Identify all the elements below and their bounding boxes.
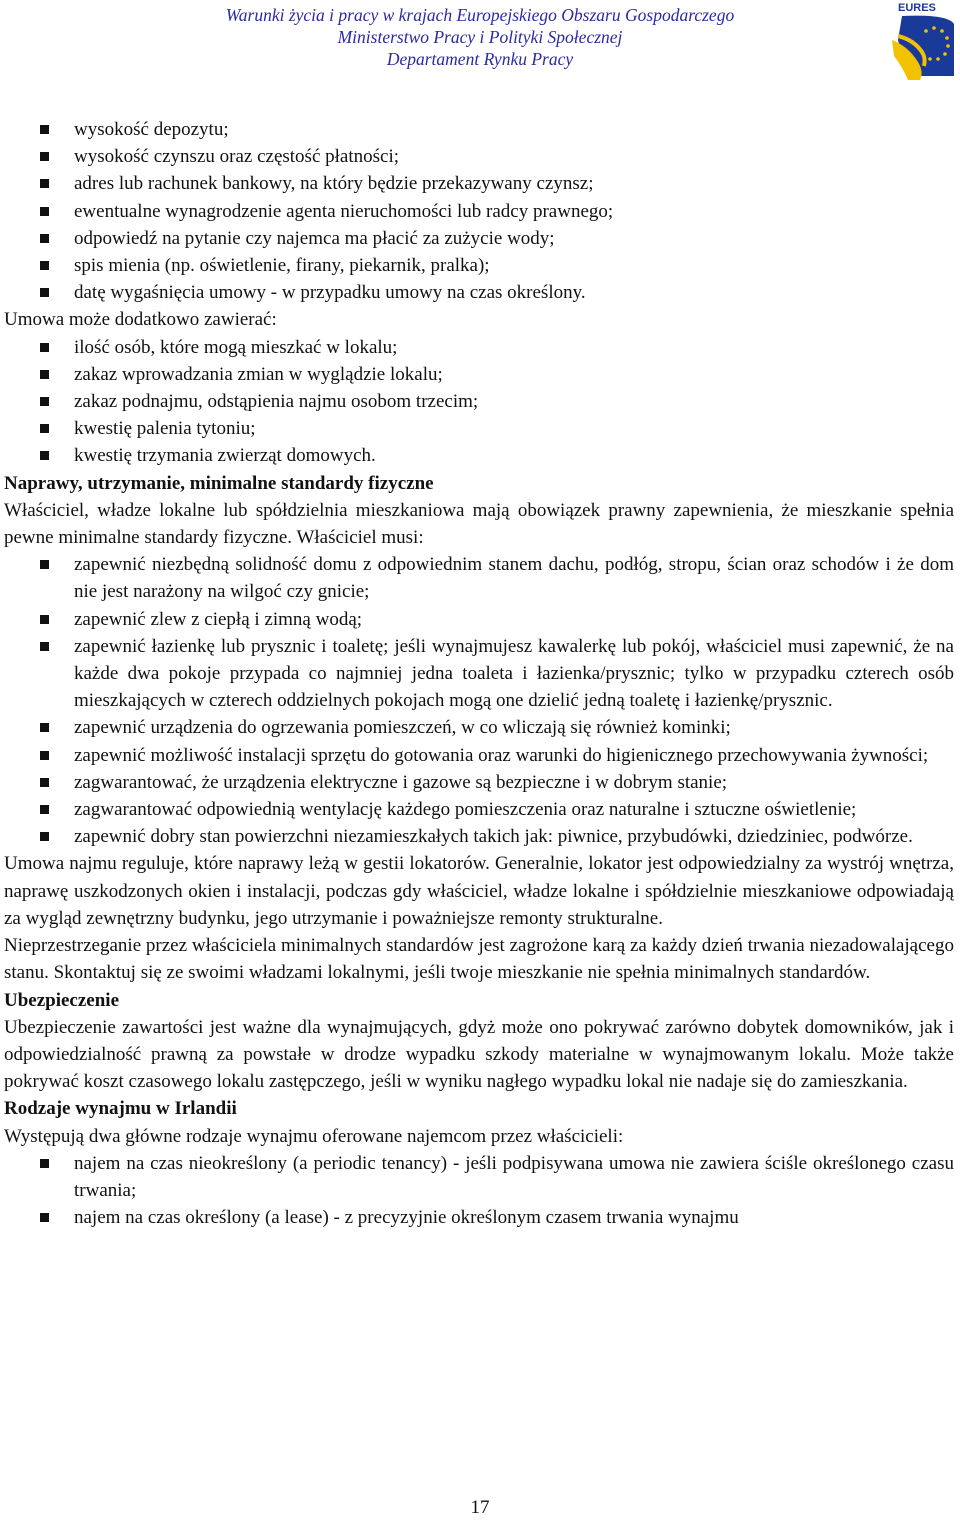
- square-bullet-icon: [40, 288, 49, 297]
- list-item: datę wygaśnięcia umowy - w przypadku umowy na czas określony.: [4, 279, 954, 306]
- square-bullet-icon: [40, 234, 49, 243]
- header-text: [170, 4, 790, 70]
- square-bullet-icon: [40, 451, 49, 460]
- square-bullet-icon: [40, 370, 49, 379]
- square-bullet-icon: [40, 125, 49, 134]
- list-item: zapewnić łazienkę lub prysznic i toaletę; jeśli wynajmujesz kawalerkę lub pokój, właściciel musi zapewnić, że na każde dwa pokoje przypada co najmniej jedna toaleta i łazienka/prysznic; tylko w przypadku czterech osób mieszkających w czterech oddzielnych pokojach mogą one dzielić jedną toaletę i łazienkę/prysznic.: [4, 633, 954, 715]
- header-line-3: Departament Rynku Pracy: [386, 49, 574, 69]
- list-item: odpowiedź na pytanie czy najemca ma płacić za zużycie wody;: [4, 225, 954, 252]
- list-item: zakaz podnajmu, odstąpienia najmu osobom trzecim;: [4, 388, 954, 415]
- paragraph-insurance: Ubezpieczenie zawartości jest ważne dla wynajmujących, gdyż może ono pokrywać zarówno dobytek domowników, jak i odpowiedzialność prawną za powstałe w drodze wypadku szkody materialne w wynajmowanym lokalu. Może także pokrywać koszt czasowego lokalu zastępczego, jeśli w wyniku nagłego wypadku lokal nie nadaje się do zamieszkania.: [4, 1016, 954, 1093]
- list-item: spis mienia (np. oświetlenie, firany, piekarnik, pralka);: [4, 252, 954, 279]
- paragraph-noncompliance: Nieprzestrzeganie przez właściciela minimalnych standardów jest zagrożone karą za każdy dzień trwania niezadowalającego stanu. Skontaktuj się ze swoimi władzami lokalnymi, jeśli twoje mieszkanie nie spełnia minimalnych standardów.: [4, 935, 954, 984]
- list-item: zagwarantować, że urządzenia elektryczne i gazowe są bezpieczne i w dobrym stanie;: [4, 769, 954, 796]
- square-bullet-icon: [40, 832, 49, 841]
- list-item: kwestię trzymania zwierząt domowych.: [4, 442, 954, 469]
- list-item: zapewnić możliwość instalacji sprzętu do gotowania oraz warunki do higienicznego przechowywania żywności;: [4, 742, 954, 769]
- list-item: zapewnić zlew z ciepłą i zimną wodą;: [4, 606, 954, 633]
- square-bullet-icon: [40, 723, 49, 732]
- header-line-2: Ministerstwo Pracy i Polityki Społecznej: [337, 27, 623, 47]
- square-bullet-icon: [40, 207, 49, 216]
- list-item: adres lub rachunek bankowy, na który będzie przekazywany czynsz;: [4, 170, 954, 197]
- list-item: ewentualne wynagrodzenie agenta nieruchomości lub radcy prawnego;: [4, 198, 954, 225]
- list-item: zakaz wprowadzania zmian w wyglądzie lokalu;: [4, 361, 954, 388]
- document-body: [4, 116, 954, 1231]
- list-item: kwestię palenia tytoniu;: [4, 415, 954, 442]
- list-item: zapewnić niezbędną solidność domu z odpowiednim stanem dachu, podłóg, stropu, ścian oraz schodów i że dom nie jest narażony na wilgoć czy gnicie;: [4, 551, 954, 605]
- list-item: ilość osób, które mogą mieszkać w lokalu;: [4, 334, 954, 361]
- list-item: wysokość czynszu oraz częstość płatności;: [4, 143, 954, 170]
- list-item: zagwarantować odpowiednią wentylację każdego pomieszczenia oraz naturalne i sztuczne oświetlenie;: [4, 796, 954, 823]
- square-bullet-icon: [40, 343, 49, 352]
- eures-logo-icon: [888, 0, 960, 80]
- eures-logo-text: EURES: [898, 2, 936, 14]
- square-bullet-icon: [40, 397, 49, 406]
- owner-obligations-list: [4, 551, 954, 850]
- additional-terms-list: [4, 334, 954, 470]
- heading-insurance: Ubezpieczenie: [4, 989, 120, 1011]
- square-bullet-icon: [40, 152, 49, 161]
- list-item: zapewnić urządzenia do ogrzewania pomieszczeń, w co wliczają się również kominki;: [4, 714, 954, 741]
- square-bullet-icon: [40, 1159, 49, 1168]
- page-header: [0, 0, 960, 80]
- paragraph-lease: Umowa najmu reguluje, które naprawy leżą w gestii lokatorów. Generalnie, lokator jest odpowiedzialny za wystrój wnętrza, naprawę uszkodzonych okien i instalacji, podczas gdy właściciel, władze lokalne i spółdzielnie mieszkaniowe odpowiadają za wygląd zewnętrzny budynku, jego utrzymanie i poważniejsze remonty strukturalne.: [4, 853, 954, 929]
- square-bullet-icon: [40, 179, 49, 188]
- square-bullet-icon: [40, 261, 49, 270]
- heading-rental-types: Rodzaje wynajmu w Irlandii: [4, 1098, 237, 1120]
- additional-terms-intro: Umowa może dodatkowo zawierać:: [4, 309, 277, 331]
- paragraph-rental-types: Występują dwa główne rodzaje wynajmu oferowane najemcom przez właścicieli:: [4, 1125, 624, 1147]
- square-bullet-icon: [40, 751, 49, 760]
- square-bullet-icon: [40, 615, 49, 624]
- square-bullet-icon: [40, 642, 49, 651]
- heading-repairs: Naprawy, utrzymanie, minimalne standardy fizyczne: [4, 472, 434, 494]
- paragraph-repairs: Właściciel, władze lokalne lub spółdzielnia mieszkaniowa mają obowiązek prawny zapewnienia, że mieszkanie spełnia pewne minimalne standardy fizyczne. Właściciel musi:: [4, 499, 954, 549]
- square-bullet-icon: [40, 560, 49, 569]
- page-number: 17: [470, 1497, 490, 1518]
- square-bullet-icon: [40, 424, 49, 433]
- square-bullet-icon: [40, 805, 49, 814]
- list-item: zapewnić dobry stan powierzchni niezamieszkałych takich jak: piwnice, przybudówki, dziedziniec, podwórze.: [4, 823, 954, 850]
- list-item: najem na czas nieokreślony (a periodic tenancy) - jeśli podpisywana umowa nie zawiera ściśle określonego czasu trwania;: [4, 1150, 954, 1204]
- list-item: najem na czas określony (a lease) - z precyzyjnie określonym czasem trwania wynajmu: [4, 1204, 954, 1231]
- agreement-contents-list: [4, 116, 954, 306]
- header-line-1: Warunki życia i pracy w krajach Europejskiego Obszaru Gospodarczego: [225, 5, 735, 25]
- list-item: wysokość depozytu;: [4, 116, 954, 143]
- rental-types-list: [4, 1150, 954, 1232]
- square-bullet-icon: [40, 778, 49, 787]
- square-bullet-icon: [40, 1213, 49, 1222]
